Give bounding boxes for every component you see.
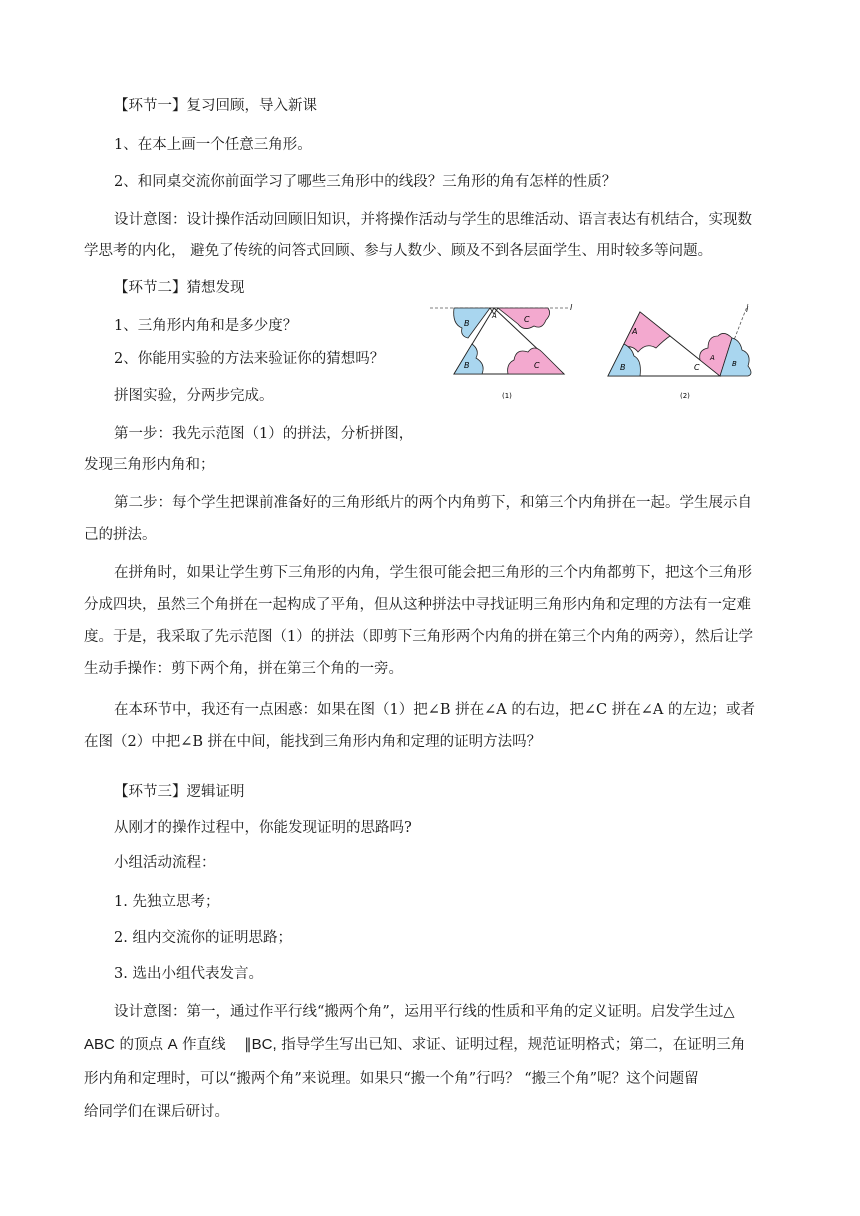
- section1-heading: 【环节一】复习回顾，导入新课: [114, 98, 317, 114]
- section2-para1-line3: 度。于是，我采取了先示范图（1）的拼法（即剪下三角形两个内角的拼在第三个内角的两旁），然后让学: [84, 629, 753, 645]
- figure-1-caption: (1): [502, 392, 512, 400]
- section3-heading: 【环节三】逻辑证明: [114, 784, 245, 800]
- angle-a-region: [622, 312, 670, 352]
- label-b: B: [620, 363, 626, 372]
- label-c: C: [694, 363, 700, 372]
- label-c: C: [534, 361, 540, 370]
- section3-step3: 3. 选出小组代表发言。: [114, 966, 263, 982]
- vertex-a: A: [167, 1036, 178, 1053]
- label-c-cut: C: [524, 315, 530, 324]
- figure-1-triangle-jigsaw: [430, 298, 580, 404]
- label-b: B: [464, 361, 470, 370]
- triangle-name: ABC: [84, 1036, 115, 1053]
- label-a: A: [492, 312, 497, 320]
- section3-design-line3: 形内角和定理时，可以“搬两个角”来说理。如果只“搬一个角”行吗？ “搬三个角”呢？这个问题留: [84, 1071, 699, 1087]
- section3-design-line4: 给同学们在课后研讨。: [84, 1104, 229, 1120]
- section3-design-line1: 设计意图：第一，通过作平行线“搬两个角”，运用平行线的性质和平角的定义证明。启发学生过△: [114, 1004, 735, 1020]
- section3-intro: 从刚才的操作过程中，你能发现证明的思路吗?: [114, 820, 412, 836]
- text-vertex: 的顶点: [114, 1037, 168, 1053]
- parallel-bc: ∥BC,: [244, 1036, 277, 1053]
- label-b-cut: B: [732, 360, 737, 368]
- section3-step1: 1. 先独立思考；: [114, 894, 220, 910]
- section2-step1-line2: 发现三角形内角和；: [84, 457, 215, 473]
- section2-step2-line1: 第二步：每个学生把课前准备好的三角形纸片的两个内角剪下，和第三个内角拼在一起。学生展示自: [114, 495, 752, 511]
- section2-para2-line2: 在图（2）中把∠B 拼在中间，能找到三角形内角和定理的证明方法吗？: [84, 734, 542, 750]
- section3-design-line2: [84, 1035, 745, 1055]
- section1-design-line1: 设计意图：设计操作活动回顾旧知识，并将操作活动与学生的思维活动、语言表达有机结合，实现数: [114, 212, 752, 228]
- section1-design-line2: 学思考的内化， 避免了传统的问答式回顾、参与人数少、顾及不到各层面学生、用时较多等问题。: [84, 243, 713, 259]
- section1-item1: 1、在本上画一个任意三角形。: [114, 137, 312, 153]
- section2-question2: 2、你能用实验的方法来验证你的猜想吗？: [114, 351, 385, 367]
- section2-step2-line2: 己的拼法。: [84, 527, 157, 543]
- figure-2-caption: (2): [680, 392, 690, 400]
- label-b-cut: B: [464, 319, 470, 328]
- text-guide: 指导学生写出已知、求证、证明过程，规范证明格式；第二，在证明三角: [276, 1037, 746, 1053]
- label-l: l: [570, 303, 573, 312]
- section1-item2: 2、和同桌交流你前面学习了哪些三角形中的线段？三角形的角有怎样的性质？: [114, 174, 617, 190]
- section2-para2-line1: 在本环节中，我还有一点困惑：如果在图（1）把∠B 拼在∠A 的右边，把∠C 拼在∠A 的左边；或者: [114, 702, 755, 718]
- label-l: l: [746, 305, 749, 314]
- text-make-line: 作直线: [177, 1037, 245, 1053]
- section2-para1-line4: 生动手操作：剪下两个角，拼在第三个角的一旁。: [84, 661, 403, 677]
- label-a-cut: A: [710, 354, 715, 362]
- section2-heading: 【环节二】猜想发现: [114, 280, 245, 296]
- section2-question1: 1、三角形内角和是多少度？: [114, 318, 298, 334]
- section2-step1-line1: 第一步：我先示范图（1）的拼法，分析拼图，: [114, 426, 414, 442]
- section3-process: 小组活动流程：: [114, 855, 216, 871]
- section2-para1-line1: 在拼角时，如果让学生剪下三角形的内角，学生很可能会把三角形的三个内角都剪下，把这个三角形: [114, 565, 752, 581]
- figure-2-triangle-jigsaw: [604, 298, 760, 404]
- section3-step2: 2. 组内交流你的证明思路；: [114, 930, 292, 946]
- label-a: A: [632, 327, 638, 336]
- section2-experiment: 拼图实验，分两步完成。: [114, 388, 274, 404]
- section2-para1-line2: 分成四块，虽然三个角拼在一起构成了平角，但从这种拼法中寻找证明三角形内角和定理的方法有一定难: [84, 597, 751, 613]
